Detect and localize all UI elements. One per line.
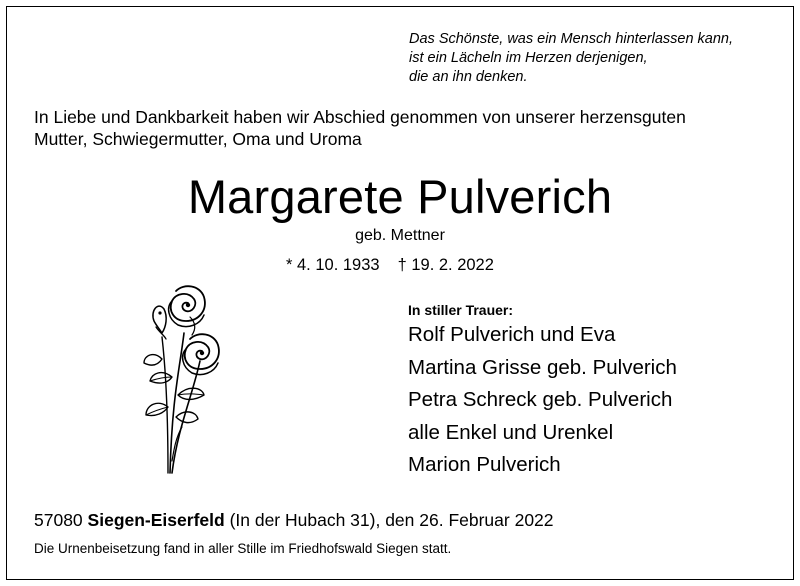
memorial-quote (409, 30, 733, 87)
mourner-name: Marion Pulverich (408, 453, 561, 476)
rose-icon (132, 277, 232, 477)
quote-line: Das Schönste, was ein Mensch hinterlassen kann, (409, 31, 734, 47)
place-date-line (34, 509, 554, 531)
life-dates (286, 254, 494, 276)
city: Siegen-Eiserfeld (87, 510, 225, 530)
mourner-name: Rolf Pulverich und Eva (408, 323, 616, 346)
quote-line: ist ein Lächeln im Herzen derjenigen, (409, 50, 648, 66)
mourners-list (408, 319, 677, 482)
intro-text (34, 106, 686, 150)
intro-line: Mutter, Schwiegermutter, Oma und Uroma (34, 129, 362, 149)
mourner-name: alle Enkel und Urenkel (408, 420, 614, 444)
mourner-name: Petra Schreck geb. Pulverich (408, 388, 673, 411)
address-date: (In der Hubach 31), den 26. Februar 2022 (229, 510, 554, 530)
death-date: † 19. 2. 2022 (397, 256, 494, 274)
intro-line: In Liebe und Dankbarkeit haben wir Abschied genommen von unserer herzensguten (34, 107, 686, 127)
birth-name: geb. Mettner (355, 227, 445, 244)
mourning-label: In stiller Trauer: (408, 302, 514, 318)
deceased-name: Margarete Pulverich (187, 170, 613, 223)
quote-line: die an ihn denken. (409, 69, 528, 85)
burial-note: Die Urnenbeisetzung fand in aller Stille im Friedhofswald Siegen statt. (34, 541, 452, 556)
postcode: 57080 (34, 510, 83, 530)
mourner-name: Martina Grisse geb. Pulverich (408, 355, 677, 379)
birth-date: * 4. 10. 1933 (286, 256, 380, 274)
notice-frame (6, 6, 794, 580)
